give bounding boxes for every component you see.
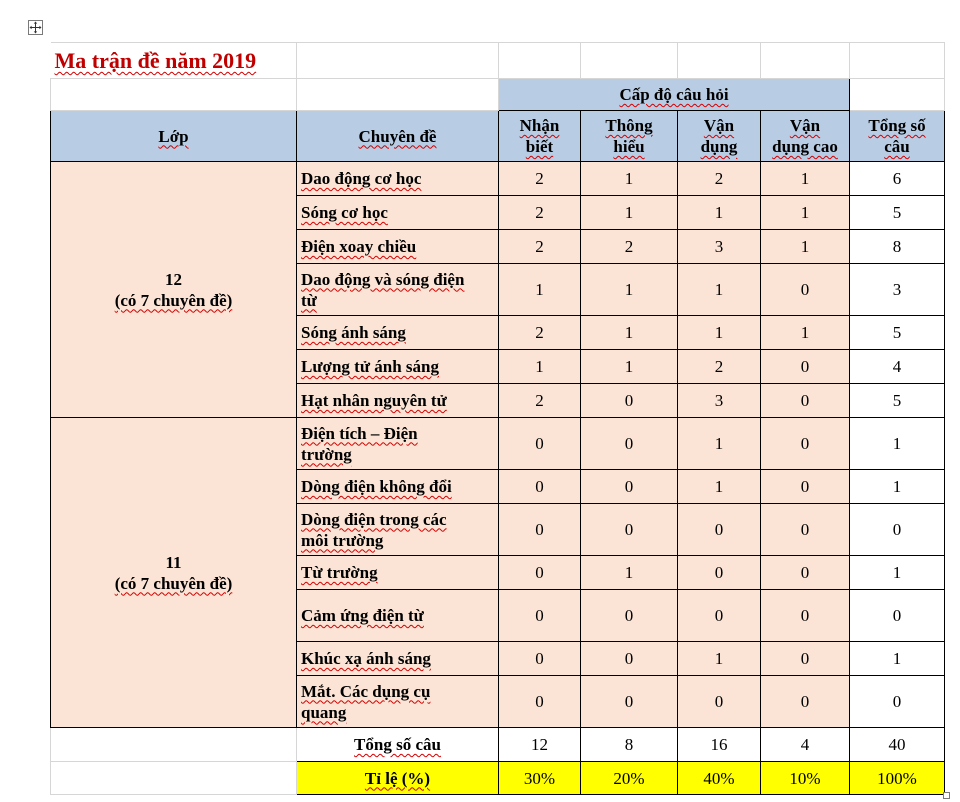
level-count-cell: 1 [761,196,850,230]
total-value: 16 [678,728,761,762]
level-count-cell: 0 [499,470,581,504]
level-count-cell: 0 [761,590,850,642]
level-count-cell: 0 [678,556,761,590]
level-count-cell: 0 [761,504,850,556]
level-count-cell: 1 [678,418,761,470]
level-count-cell: 1 [678,642,761,676]
level-count-cell: 1 [678,316,761,350]
title-row [51,43,945,79]
level-group-header: Cấp độ câu hỏi [499,79,850,111]
level-count-cell: 0 [499,676,581,728]
level-count-cell: 1 [581,264,678,316]
level-count-cell: 0 [761,264,850,316]
ratio-value: 10% [761,762,850,795]
level-count-cell: 2 [499,316,581,350]
level-count-cell: 0 [761,470,850,504]
question-matrix-table [50,42,945,795]
level-count-cell: 0 [761,384,850,418]
level-count-cell: 1 [678,264,761,316]
ratio-value: 30% [499,762,581,795]
topic-cell: Cảm ứng điện từ [297,590,499,642]
level-count-cell: 0 [678,676,761,728]
level-count-cell: 2 [678,162,761,196]
level-count-cell: 0 [581,676,678,728]
level-count-cell: 1 [678,470,761,504]
level-count-cell: 1 [581,556,678,590]
header-thong-hieu: Thông hiểu [581,111,678,162]
row-total-cell: 0 [850,590,945,642]
level-count-cell: 3 [678,230,761,264]
ratio-value: 100% [850,762,945,795]
level-count-cell: 0 [761,418,850,470]
row-total-cell: 5 [850,316,945,350]
level-count-cell: 0 [499,590,581,642]
level-count-cell: 0 [581,418,678,470]
ratio-label: Tỉ lệ (%) [297,762,499,795]
level-count-cell: 2 [499,162,581,196]
topic-cell: Sóng ánh sáng [297,316,499,350]
row-total-cell: 5 [850,196,945,230]
level-count-cell: 1 [581,350,678,384]
table-move-handle-icon[interactable] [28,20,43,35]
row-total-cell: 0 [850,676,945,728]
row-total-cell: 1 [850,470,945,504]
column-header-row [51,111,945,162]
topic-cell: Từ trường [297,556,499,590]
level-count-cell: 1 [499,264,581,316]
level-count-cell: 1 [581,316,678,350]
level-count-cell: 0 [678,504,761,556]
level-count-cell: 1 [761,316,850,350]
level-count-cell: 1 [761,162,850,196]
ratio-value: 20% [581,762,678,795]
level-count-cell: 2 [581,230,678,264]
row-total-cell: 4 [850,350,945,384]
level-count-cell: 0 [678,590,761,642]
header-van-dung: Vận dụng [678,111,761,162]
level-count-cell: 0 [499,556,581,590]
row-total-cell: 0 [850,504,945,556]
level-count-cell: 0 [761,676,850,728]
header-tong-so-cau: Tổng số câu [850,111,945,162]
topic-cell: Dao động cơ học [297,162,499,196]
level-count-cell: 2 [678,350,761,384]
level-count-cell: 2 [499,384,581,418]
ratio-value: 40% [678,762,761,795]
level-count-cell: 0 [581,504,678,556]
topic-cell: Dòng điện trong các môi trường [297,504,499,556]
level-count-cell: 1 [678,196,761,230]
level-count-cell: 3 [678,384,761,418]
level-count-cell: 1 [581,162,678,196]
ratio-row [51,762,945,795]
topic-cell: Mắt. Các dụng cụ quang [297,676,499,728]
level-count-cell: 2 [499,196,581,230]
total-value: 40 [850,728,945,762]
level-count-cell: 0 [499,418,581,470]
topic-cell: Lượng tử ánh sáng [297,350,499,384]
row-total-cell: 6 [850,162,945,196]
topic-cell: Dao động và sóng điện từ [297,264,499,316]
level-count-cell: 1 [499,350,581,384]
row-total-cell: 1 [850,642,945,676]
level-count-cell: 1 [581,196,678,230]
document-title: Ma trận đề năm 2019 [51,43,297,79]
level-count-cell: 0 [499,642,581,676]
level-count-cell: 0 [581,384,678,418]
level-count-cell: 0 [499,504,581,556]
topic-cell: Điện xoay chiều [297,230,499,264]
row-total-cell: 3 [850,264,945,316]
row-total-cell: 5 [850,384,945,418]
table-resize-handle[interactable] [943,792,950,799]
grade-cell: 12 (có 7 chuyên đề) [51,162,297,418]
level-group-row [51,79,945,111]
topic-row [51,418,945,470]
row-total-cell: 1 [850,418,945,470]
grade-cell: 11 (có 7 chuyên đề) [51,418,297,728]
totals-label: Tổng số câu [297,728,499,762]
level-count-cell: 0 [581,590,678,642]
row-total-cell: 1 [850,556,945,590]
total-value: 12 [499,728,581,762]
total-value: 4 [761,728,850,762]
topic-cell: Điện tích – Điện trường [297,418,499,470]
header-nhan-biet: Nhận biết [499,111,581,162]
header-van-dung-cao: Vận dụng cao [761,111,850,162]
level-count-cell: 1 [761,230,850,264]
totals-row [51,728,945,762]
level-count-cell: 2 [499,230,581,264]
topic-cell: Hạt nhân nguyên tử [297,384,499,418]
topic-cell: Dòng điện không đổi [297,470,499,504]
row-total-cell: 8 [850,230,945,264]
header-chuyen-de: Chuyên đề [297,111,499,162]
total-value: 8 [581,728,678,762]
topic-cell: Sóng cơ học [297,196,499,230]
topic-cell: Khúc xạ ánh sáng [297,642,499,676]
level-count-cell: 0 [761,642,850,676]
level-count-cell: 0 [761,350,850,384]
header-lop: Lớp [51,111,297,162]
level-count-cell: 0 [761,556,850,590]
level-count-cell: 0 [581,642,678,676]
level-count-cell: 0 [581,470,678,504]
topic-row [51,162,945,196]
